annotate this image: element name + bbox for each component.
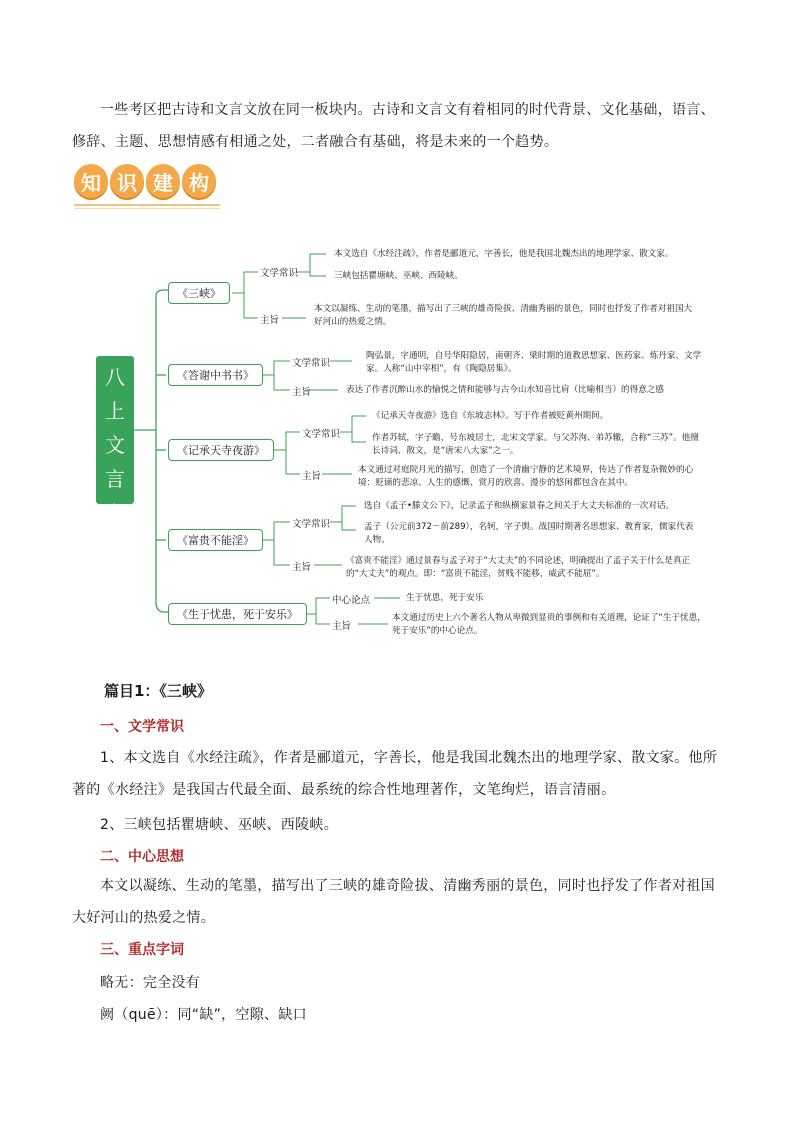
branch-title-dxzs: 《答谢中书书》 bbox=[168, 364, 263, 386]
branch-lit-item: 选自《孟子•滕文公下》，记录孟子和纵横家景春之间关于大丈夫标准的一次对话。 bbox=[364, 501, 675, 511]
paragraph-3: 本文以凝练、生动的笔墨，描写出了三峡的雄奇险拔、清幽秀丽的景色，同时也抒发了作者对祖国大好河山的热爱之情。 bbox=[72, 878, 715, 926]
branch-theme: 本文通过历史上六个著名人物从卑微到显贵的事例和有关道理，论证了“生于忧患，死于安乐”的中心论点。 bbox=[392, 613, 706, 636]
branch-lit-item: 本文选自《水经注疏》，作者是郦道元，字善长，他是我国北魏杰出的地理学家、散文家。 bbox=[334, 249, 674, 259]
banner-char: 建 bbox=[146, 164, 180, 198]
branch-theme-label: 主旨 bbox=[332, 621, 352, 632]
branch-theme-label: 主旨 bbox=[292, 387, 312, 398]
branch-title-sanxia: 《三峡》 bbox=[168, 282, 230, 304]
branch-lit-label: 文学常识 bbox=[302, 429, 341, 440]
paragraph-2: 2、三峡包括瞿塘峡、巫峡、西陵峡。 bbox=[100, 817, 339, 833]
branch-title-syhh: 《生于忧患，死于安乐》 bbox=[168, 603, 307, 625]
branch-lit-item: 陶弘景，字通明，自号华阳隐居，南朝齐、梁时期的道教思想家、医药家、炼丹家、文学家。人称“山中宰相”，有《陶隐居集》。 bbox=[366, 351, 702, 374]
branch-theme: 本文通过对庭院月光的描写，创造了一个清幽宁静的艺术境界，传达了作者复杂微妙的心境：贬谪的悲凉、人生的感慨、赏月的欣喜、漫步的悠闲都包含在其中。 bbox=[358, 465, 694, 488]
heading-central-idea: 二、中心思想 bbox=[100, 849, 184, 865]
branch-title-fgbnn: 《富贵不能淫》 bbox=[168, 529, 263, 551]
word-item: 略无：完全没有 bbox=[100, 975, 201, 991]
paragraph-1: 1、本文选自《水经注疏》，作者是郦道元，字善长，他是我国北魏杰出的地理学家、散文家。他所著的《水经注》是我国古代最全面、最系统的综合性地理著作，文笔绚烂，语言清丽。 bbox=[72, 750, 718, 798]
word-item: 阙（quē）：同“缺”，空隙、缺口 bbox=[100, 1007, 307, 1023]
branch-theme: 《富贵不能淫》通过景春与孟子对于“大丈夫”的不同论述，明确提出了孟子关于什么是真正的“大丈夫”的观点。即：“富贵不能淫，贫贱不能移，威武不能屈”。 bbox=[346, 556, 691, 579]
branch-lit-label: 文学常识 bbox=[292, 358, 331, 369]
heading-key-words: 三、重点字词 bbox=[100, 942, 184, 958]
banner-char: 知 bbox=[74, 164, 108, 198]
branch-theme-label: 主旨 bbox=[260, 315, 280, 326]
branch-lit-item: 孟子（公元前372－前289），名轲，字子舆。战国时期著名思想家、教育家，儒家代表人物。 bbox=[364, 522, 694, 545]
branch-lit-item: 作者苏轼，字子瞻，号东坡居士，北宋文学家。与父苏洵、弟苏辙，合称“三苏”。他擅长诗词、散文，是“唐宋八大家”之一。 bbox=[372, 433, 699, 456]
branch-lit-label: 文学常识 bbox=[292, 519, 331, 530]
branch-theme-label: 主旨 bbox=[292, 562, 312, 573]
branch-lit-item: 三峡包括瞿塘峡、巫峡、西陵峡。 bbox=[334, 271, 463, 281]
branch-title-jcts: 《记承天寺夜游》 bbox=[168, 439, 274, 461]
section-title: 篇目1：《三峡》 bbox=[104, 682, 212, 700]
intro-paragraph: 一些考区把古诗和文言文放在同一板块内。古诗和文言文有着相同的时代背景、文化基础，语言、修辞、主题、思想情感有相通之处，二者融合有基础，将是未来的一个趋势。 bbox=[72, 102, 715, 150]
branch-lit-label: 中心论点 bbox=[332, 595, 371, 606]
banner-char: 构 bbox=[182, 164, 216, 198]
branch-theme: 表达了作者沉醉山水的愉悦之情和能够与古今山水知音比肩（比喻相当）的得意之感 bbox=[346, 385, 664, 395]
heading-literary-knowledge: 一、文学常识 bbox=[100, 719, 184, 735]
branch-lit-item: 《记承天寺夜游》选自《东坡志林》。写于作者被贬黄州期间。 bbox=[372, 411, 609, 421]
branch-theme-label: 主旨 bbox=[302, 471, 322, 482]
banner-char: 识 bbox=[110, 164, 144, 198]
branch-lit-label: 文学常识 bbox=[260, 268, 299, 279]
branch-theme: 本文以凝练、生动的笔墨，描写出了三峡的雄奇险拔、清幽秀丽的景色，同时也抒发了作者对祖国大好河山的热爱之情。 bbox=[314, 304, 693, 327]
branch-lit-item: 生于忧患，死于安乐 bbox=[406, 593, 484, 603]
mindmap-root: 八上文言文 bbox=[96, 356, 134, 504]
